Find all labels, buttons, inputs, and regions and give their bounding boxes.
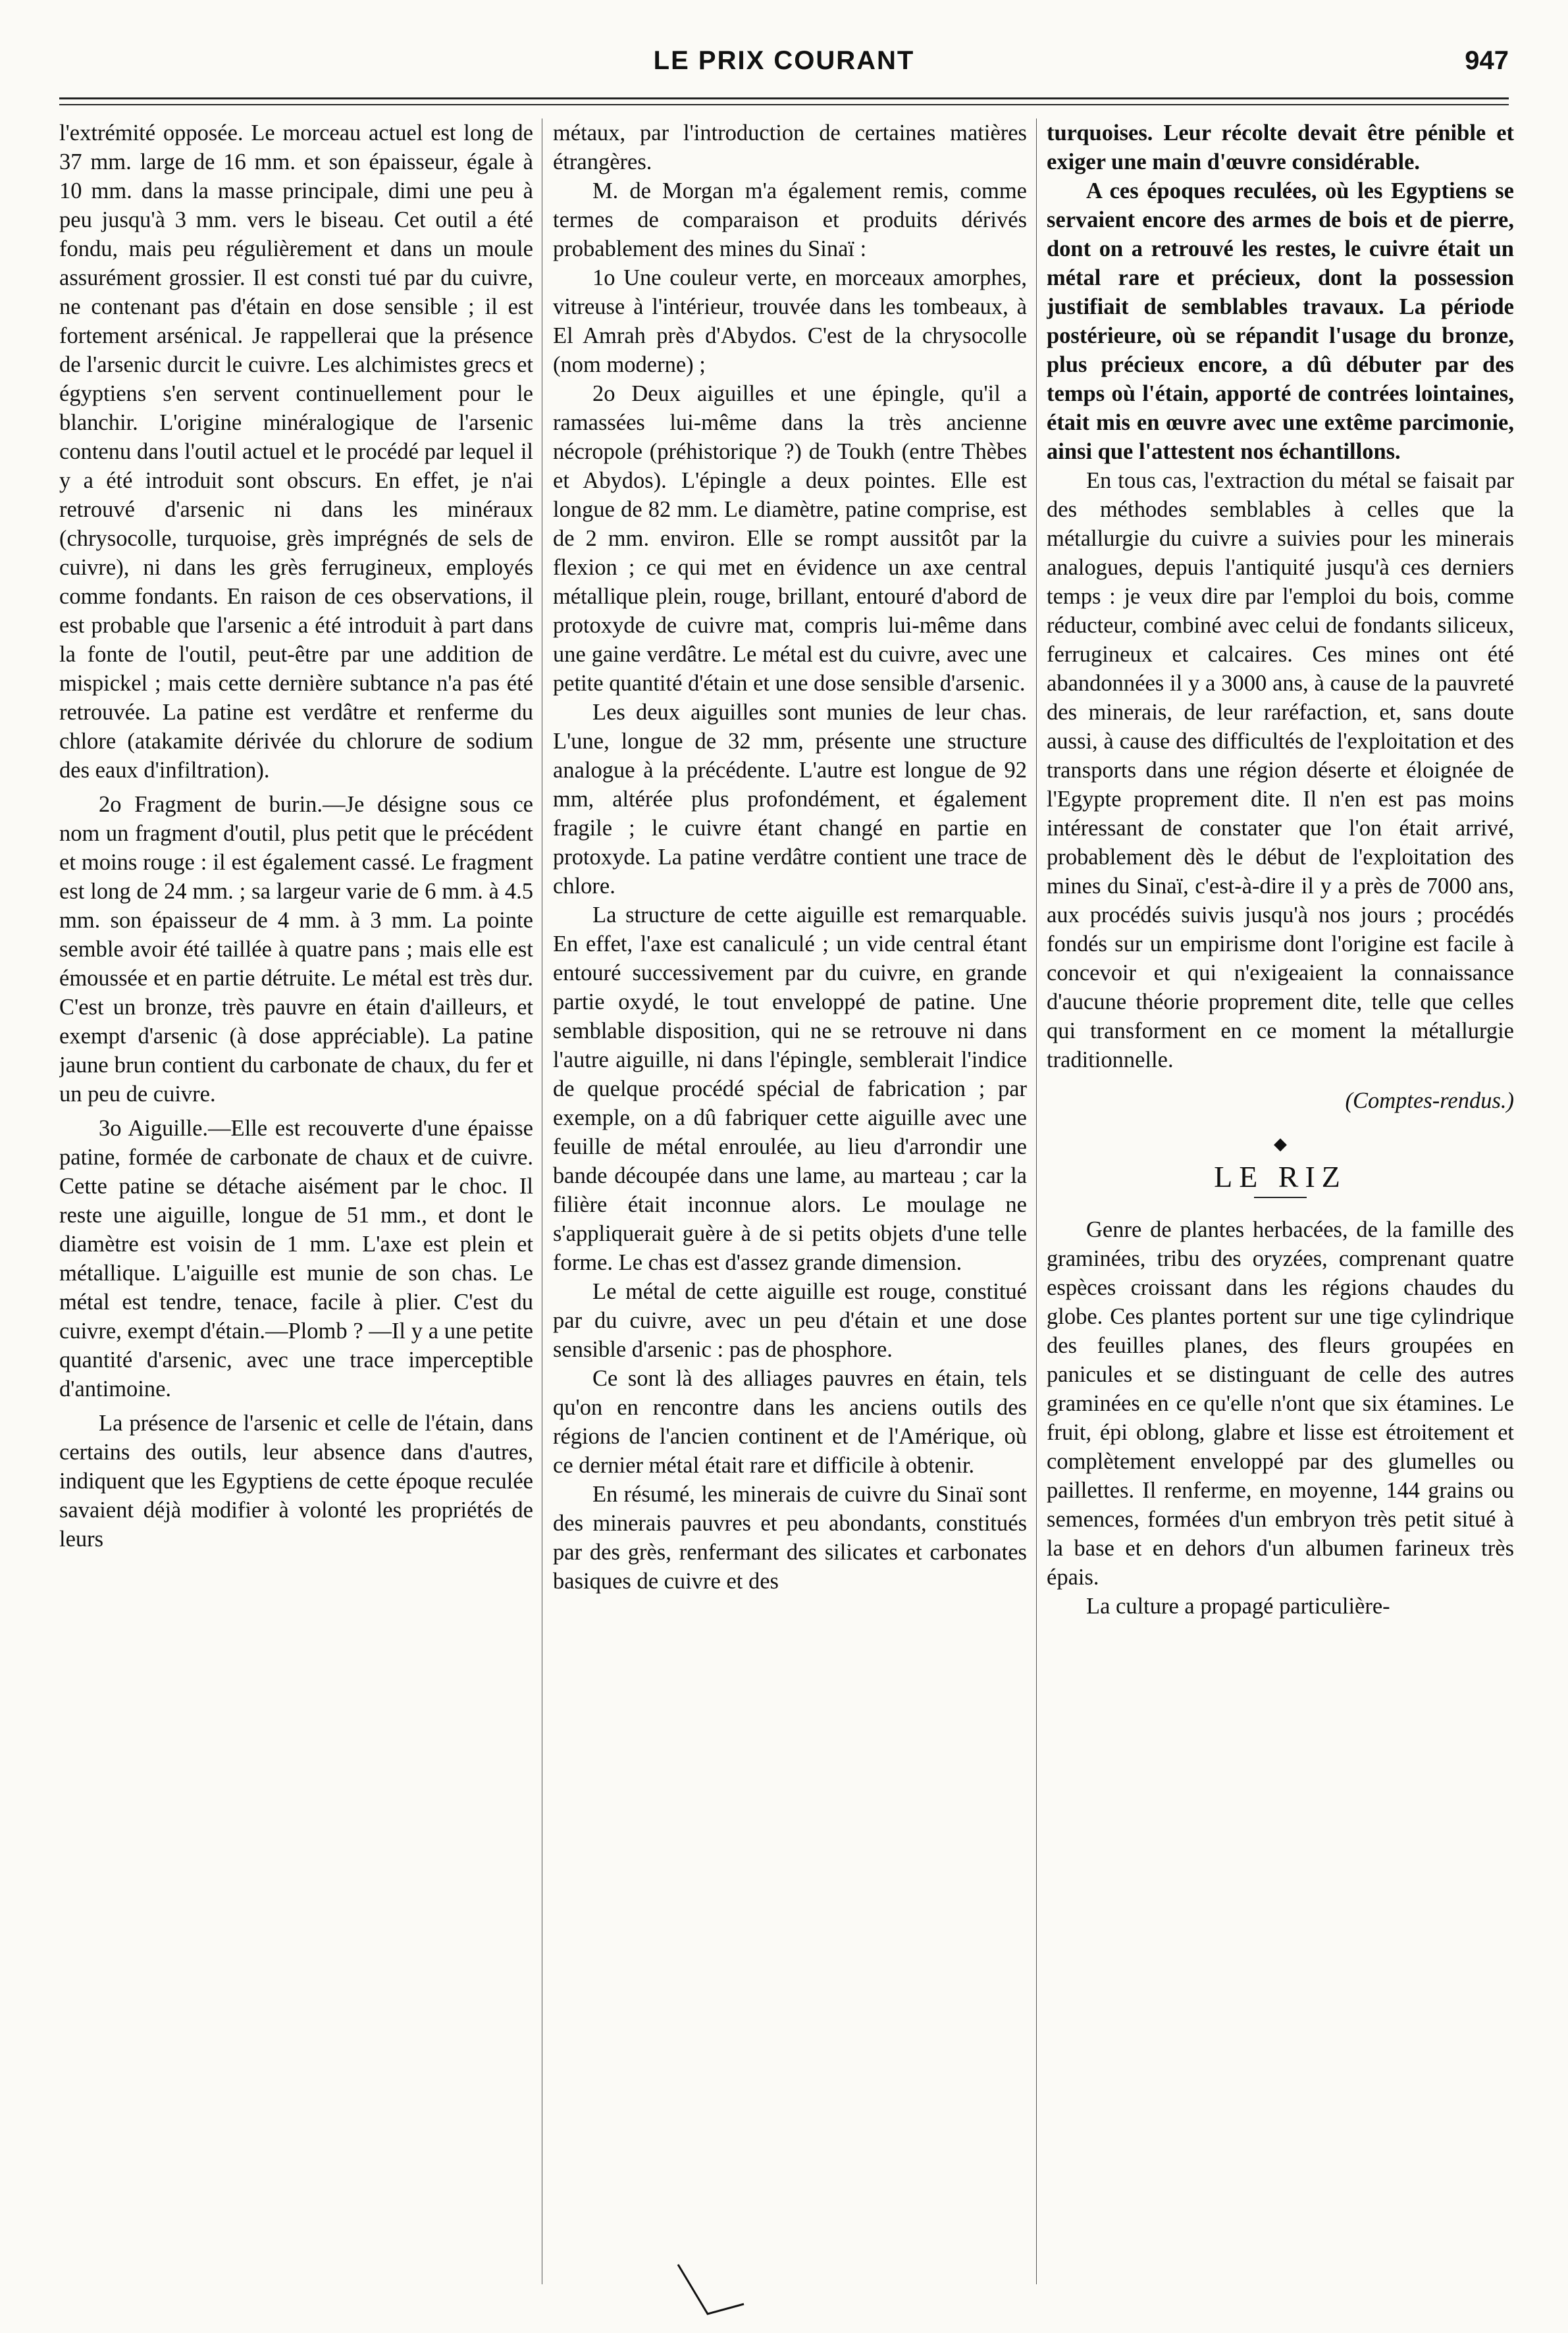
paragraph: M. de Morgan m'a également remis, comme termes de comparaison et produits dérivés probablement des mines du Sinaï : <box>553 178 1027 261</box>
ornament-icon: ◆ <box>1274 1134 1287 1153</box>
column-3 <box>1047 118 1514 2284</box>
paragraph: En tous cas, l'extraction du métal se faisait par des méthodes semblables à celles que la métallurgie du cuivre a suivies pour les minerais analogues, depuis l'antiquité jusqu'à ces derniers temps : je veux dire par l'emploi du bois, comme réducteur, combiné avec celui de fondants siliceux, ferrugineux et calcaires. Ces mines ont été abandonnées il y a 3000 ans, à cause de la pauvreté des minerais, de leur raréfaction, et, sans doute aussi, à cause des difficultés de l'exploitation et des transports dans une région déserte et éloignée de l'Egypte proprement dite. Il n'en est pas moins intéressant de constater que l'on était arrivé, probablement dès le début de l'exploitation des mines du Sinaï, c'est-à-dire il y a près de 7000 ans, aux procédés suivis jusqu'à nos jours ; procédés fondés sur un empirisme dont l'origine est facile à concevoir et qui n'exigeaient la connaissance d'aucune théorie proprement dite, telle que celles qui transforment en ce moment la métallurgie traditionnelle. <box>1047 468 1514 1072</box>
column-2 <box>553 118 1027 2284</box>
article-signature: (Comptes-rendus.) <box>1345 1088 1514 1113</box>
paragraph: métaux, par l'introduction de certaines matières étrangères. <box>553 120 1027 174</box>
running-title: LE PRIX COURANT <box>653 46 915 75</box>
header-rule-top <box>59 97 1509 99</box>
paragraph: La culture a propagé particulière- <box>1086 1594 1390 1619</box>
paragraph: La structure de cette aiguille est remarquable. En effet, l'axe est canaliculé ; un vide central étant entouré successivement par du cuivre, en grande partie oxydé, le tout enveloppé de patine. Une semblable disposition, qui ne se retrouve ni dans l'autre aiguille, ni dans l'épingle, semblerait l'indice de quelque procédé spécial de fabrication ; par exemple, on a dû fabriquer cette aiguille avec une feuille de métal enroulée, au lieu d'arrondir une bande découpée dans une lame, au marteau ; car la filière était inconnue alors. Le moulage ne s'appliquerait guère à de si petits objets d'une telle forme. Le chas est d'assez grande dimension. <box>553 903 1027 1275</box>
paragraph: 3o Aiguille.—Elle est recouverte d'une épaisse patine, formée de carbonate de chaux et de cuivre. Cette patine se détache aisément par le choc. Il reste une aiguille, longue de 51 mm., et dont le diamètre est voisin de 1 mm. L'axe est plein et métallique. L'aiguille est munie de son chas. Le métal est tendre, tenace, facile à plier. C'est du cuivre, exempt d'étain.—Plomb ? —Il y a une petite quantité d'arsenic, avec une trace imperceptible d'antimoine. <box>59 1116 533 1402</box>
column-divider-2 <box>1036 118 1037 2284</box>
paragraph: 2o Fragment de burin.—Je désigne sous ce nom un fragment d'outil, plus petit que le précédent et moins rouge : il est également cassé. Le fragment est long de 24 mm. ; sa largeur varie de 6 mm. à 4.5 mm. son épaisseur de 4 mm. à 3 mm. La pointe semble avoir été taillée à quatre pans ; mais elle est émoussée et en partie détruite. Le métal est très dur. C'est un bronze, très pauvre en étain d'ailleurs, et exempt d'arsenic (à dose appréciable). La patine jaune brun contient du carbonate de chaux, du fer et un peu de cuivre. <box>59 792 533 1107</box>
page-header <box>59 41 1509 87</box>
paragraph: Genre de plantes herbacées, de la famille des graminées, tribu des oryzées, comprenant quatre espèces croissant dans les régions chaudes du globe. Ces plantes portent sur une tige cylindrique des feuilles planes, des fleurs groupées en panicules et se distinguant de celle des autres graminées en ce qu'elle n'ont que six étamines. Le fruit, épi oblong, glabre et lisse est étroitement et complètement enveloppé par des glumelles ou paillettes. Il renferme, en moyenne, 144 grains ou semences, formées d'un embryon très petit situé à la base et en dehors d'un albumen farineux très épais. <box>1047 1217 1514 1590</box>
paragraph: Les deux aiguilles sont munies de leur chas. L'une, longue de 32 mm, présente une structure analogue à la précédente. L'autre est longue de 92 mm, altérée plus profondément, et également fragile ; le cuivre étant changé en partie en protoxyde. La patine verdâtre contient une trace de chlore. <box>553 700 1027 899</box>
paragraph: Le métal de cette aiguille est rouge, constitué par du cuivre, avec un peu d'étain et une dose sensible d'arsenic : pas de phosphore. <box>553 1279 1027 1362</box>
section-title: LE RIZ <box>1214 1160 1347 1193</box>
paragraph: 1o Une couleur verte, en morceaux amorphes, vitreuse à l'intérieur, trouvée dans les tombeaux, à El Amrah près d'Abydos. C'est de la chrysocolle (nom moderne) ; <box>553 265 1027 377</box>
paragraph: A ces époques reculées, où les Egyptiens se servaient encore des armes de bois et de pierre, dont on a retrouvé les restes, le cuivre était un métal rare et précieux, dont la possession justifiait de semblables travaux. La période postérieure, où se répandit l'usage du bronze, plus précieux encore, a dû débuter par des temps où l'étain, apporté de contrées lointaines, était mis en œuvre avec une extême parcimonie, ainsi que l'attestent nos échantillons. <box>1047 178 1514 464</box>
paragraph: 2o Deux aiguilles et une épingle, qu'il a ramassées lui-même dans la très ancienne nécropole (préhistorique ?) de Toukh (entre Thèbes et Abydos). L'épingle a deux pointes. Elle est longue de 82 mm. Le diamètre, patine comprise, est de 2 mm. environ. Elle se rompt aussitôt par la flexion ; ce qui met en évidence un axe central métallique plein, rouge, brillant, entouré d'abord de protoxyde de cuivre mat, compris lui-même dans une gaine verdâtre. Le métal est du cuivre, avec une petite quantité d'étain et une dose sensible d'arsenic. <box>553 381 1027 696</box>
header-rule-bottom <box>59 104 1509 105</box>
paragraph: l'extrémité opposée. Le morceau actuel est long de 37 mm. large de 16 mm. et son épaisseur, égale à 10 mm. dans la masse principale, dimi une peu à peu jusqu'à 3 mm. vers le biseau. Cet outil a été fondu, mais peu régulièrement et dans un moule assurément grossier. Il est consti tué par du cuivre, ne contenant pas d'étain en dose sensible ; il est fortement arsénical. Je rappellerai que la présence de l'arsenic durcit le cuivre. Les alchimistes grecs et égyptiens s'en servent continuellement pour le blanchir. L'origine minéralogique de l'arsenic contenu dans l'outil actuel et le procédé par lequel il y a été introduit sont obscurs. En effet, je n'ai retrouvé d'arsenic ni dans les minéraux (chrysocolle, turquoise, grès imprégnés de sels de cuivre), ni dans les grès ferrugineux, employés comme fondants. En raison de ces observations, il est probable que l'arsenic a été introduit à part dans la fonte de l'outil, peut-être par une addition de mispickel ; mais cette dernière subtance n'a pas été retrouvée. La patine est verdâtre et renferme du chlore (atakamite dérivée du chlorure de sodium des eaux d'infiltration). <box>59 120 533 783</box>
handwritten-mark <box>671 2258 750 2324</box>
page-number: 947 <box>1465 46 1509 75</box>
paragraph: En résumé, les minerais de cuivre du Sinaï sont des minerais pauvres et peu abondants, constitués par des grès, renfermant des silicates et carbonates basiques de cuivre et des <box>553 1482 1027 1594</box>
paragraph: Ce sont là des alliages pauvres en étain, tels qu'on en rencontre dans les anciens outils des régions de l'ancien continent et de l'Amérique, où ce dernier métal était rare et difficile à obtenir. <box>553 1366 1027 1478</box>
section-title-rule <box>1254 1197 1307 1198</box>
paragraph: turquoises. Leur récolte devait être pénible et exiger une main d'œuvre considérable. <box>1047 120 1514 174</box>
column-1 <box>59 118 533 2284</box>
paragraph: La présence de l'arsenic et celle de l'étain, dans certains des outils, leur absence dans d'autres, indiquent que les Egyptiens de cette époque reculée savaient déjà modifier à volonté les propriétés de leurs <box>59 1411 533 1552</box>
